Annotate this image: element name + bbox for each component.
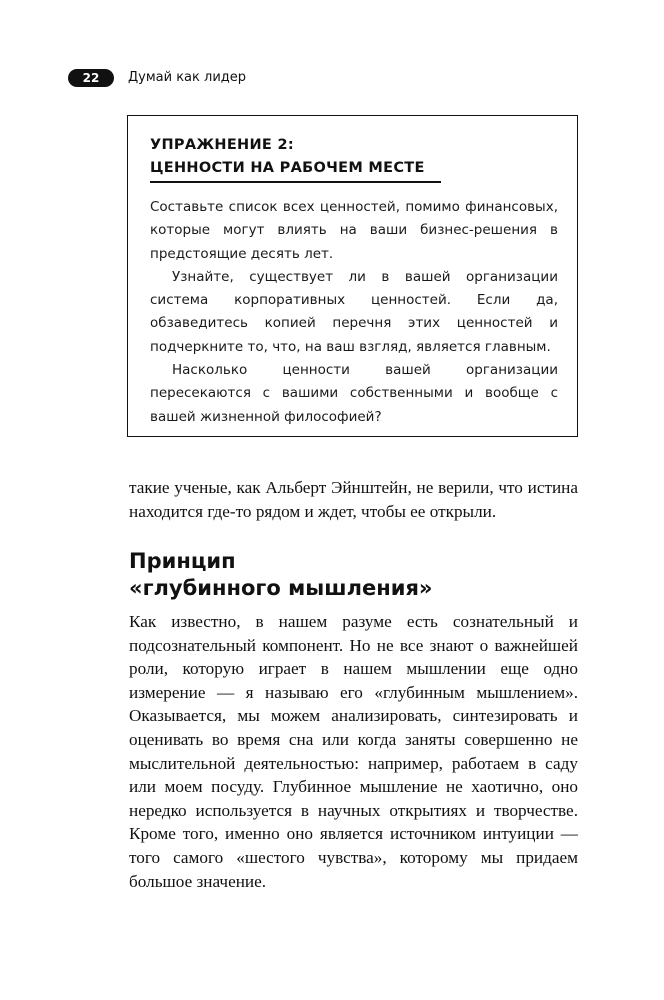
exercise-title-line-2: ЦЕННОСТИ НА РАБОЧЕМ МЕСТЕ <box>150 160 425 176</box>
section-paragraph-text: Как известно, в нашем разуме есть сознательный и подсознательный компонент. Но не все знают о важнейшей роли, которую играет в нашем мышлении еще одно измерение — я называю его «глубинным мышлением». Оказывается, мы можем анализировать, синтезировать и оценивать во время сна или когда заняты совершенно не мыслительной деятельностью: например, работаем в саду или моем посуду. Глубинное мышление не хаотично, оно нередко используется в научных открытиях и творчестве. Кроме того, именно оно является источником интуиции — того самого «шестого чувства», которому мы придаем большое значение. <box>129 612 578 891</box>
exercise-paragraph: Составьте список всех ценностей, помимо финансовых, которые могут влиять на ваши бизнес-решения в предстоящие десять лет. <box>150 199 558 262</box>
continuation-paragraph <box>129 476 578 523</box>
continuation-text: такие ученые, как Альберт Эйнштейн, не верили, что истина находится где-то рядом и ждет, чтобы ее открыли. <box>129 478 578 521</box>
exercise-box <box>127 115 578 437</box>
section-paragraph <box>129 610 578 893</box>
section-heading <box>129 548 578 602</box>
section-heading-line-2: «глубинного мышления» <box>129 576 433 600</box>
exercise-body <box>150 196 558 429</box>
exercise-paragraph: Насколько ценности вашей организации пересекаются с вашими собственными и вообще с вашей жизненной философией? <box>150 362 558 425</box>
exercise-title <box>150 134 425 180</box>
section-heading-line-1: Принцип <box>129 549 236 573</box>
page-number: 22 <box>82 71 100 85</box>
exercise-title-underline <box>150 181 441 183</box>
exercise-title-line-1: УПРАЖНЕНИЕ 2: <box>150 137 294 153</box>
running-title: Думай как лидер <box>128 70 247 85</box>
page-number-badge <box>68 69 114 87</box>
exercise-paragraph: Узнайте, существует ли в вашей организации система корпоративных ценностей. Если да, обзаведитесь копией перечня этих ценностей и подчеркните то, что, на ваш взгляд, является главным. <box>150 268 558 355</box>
